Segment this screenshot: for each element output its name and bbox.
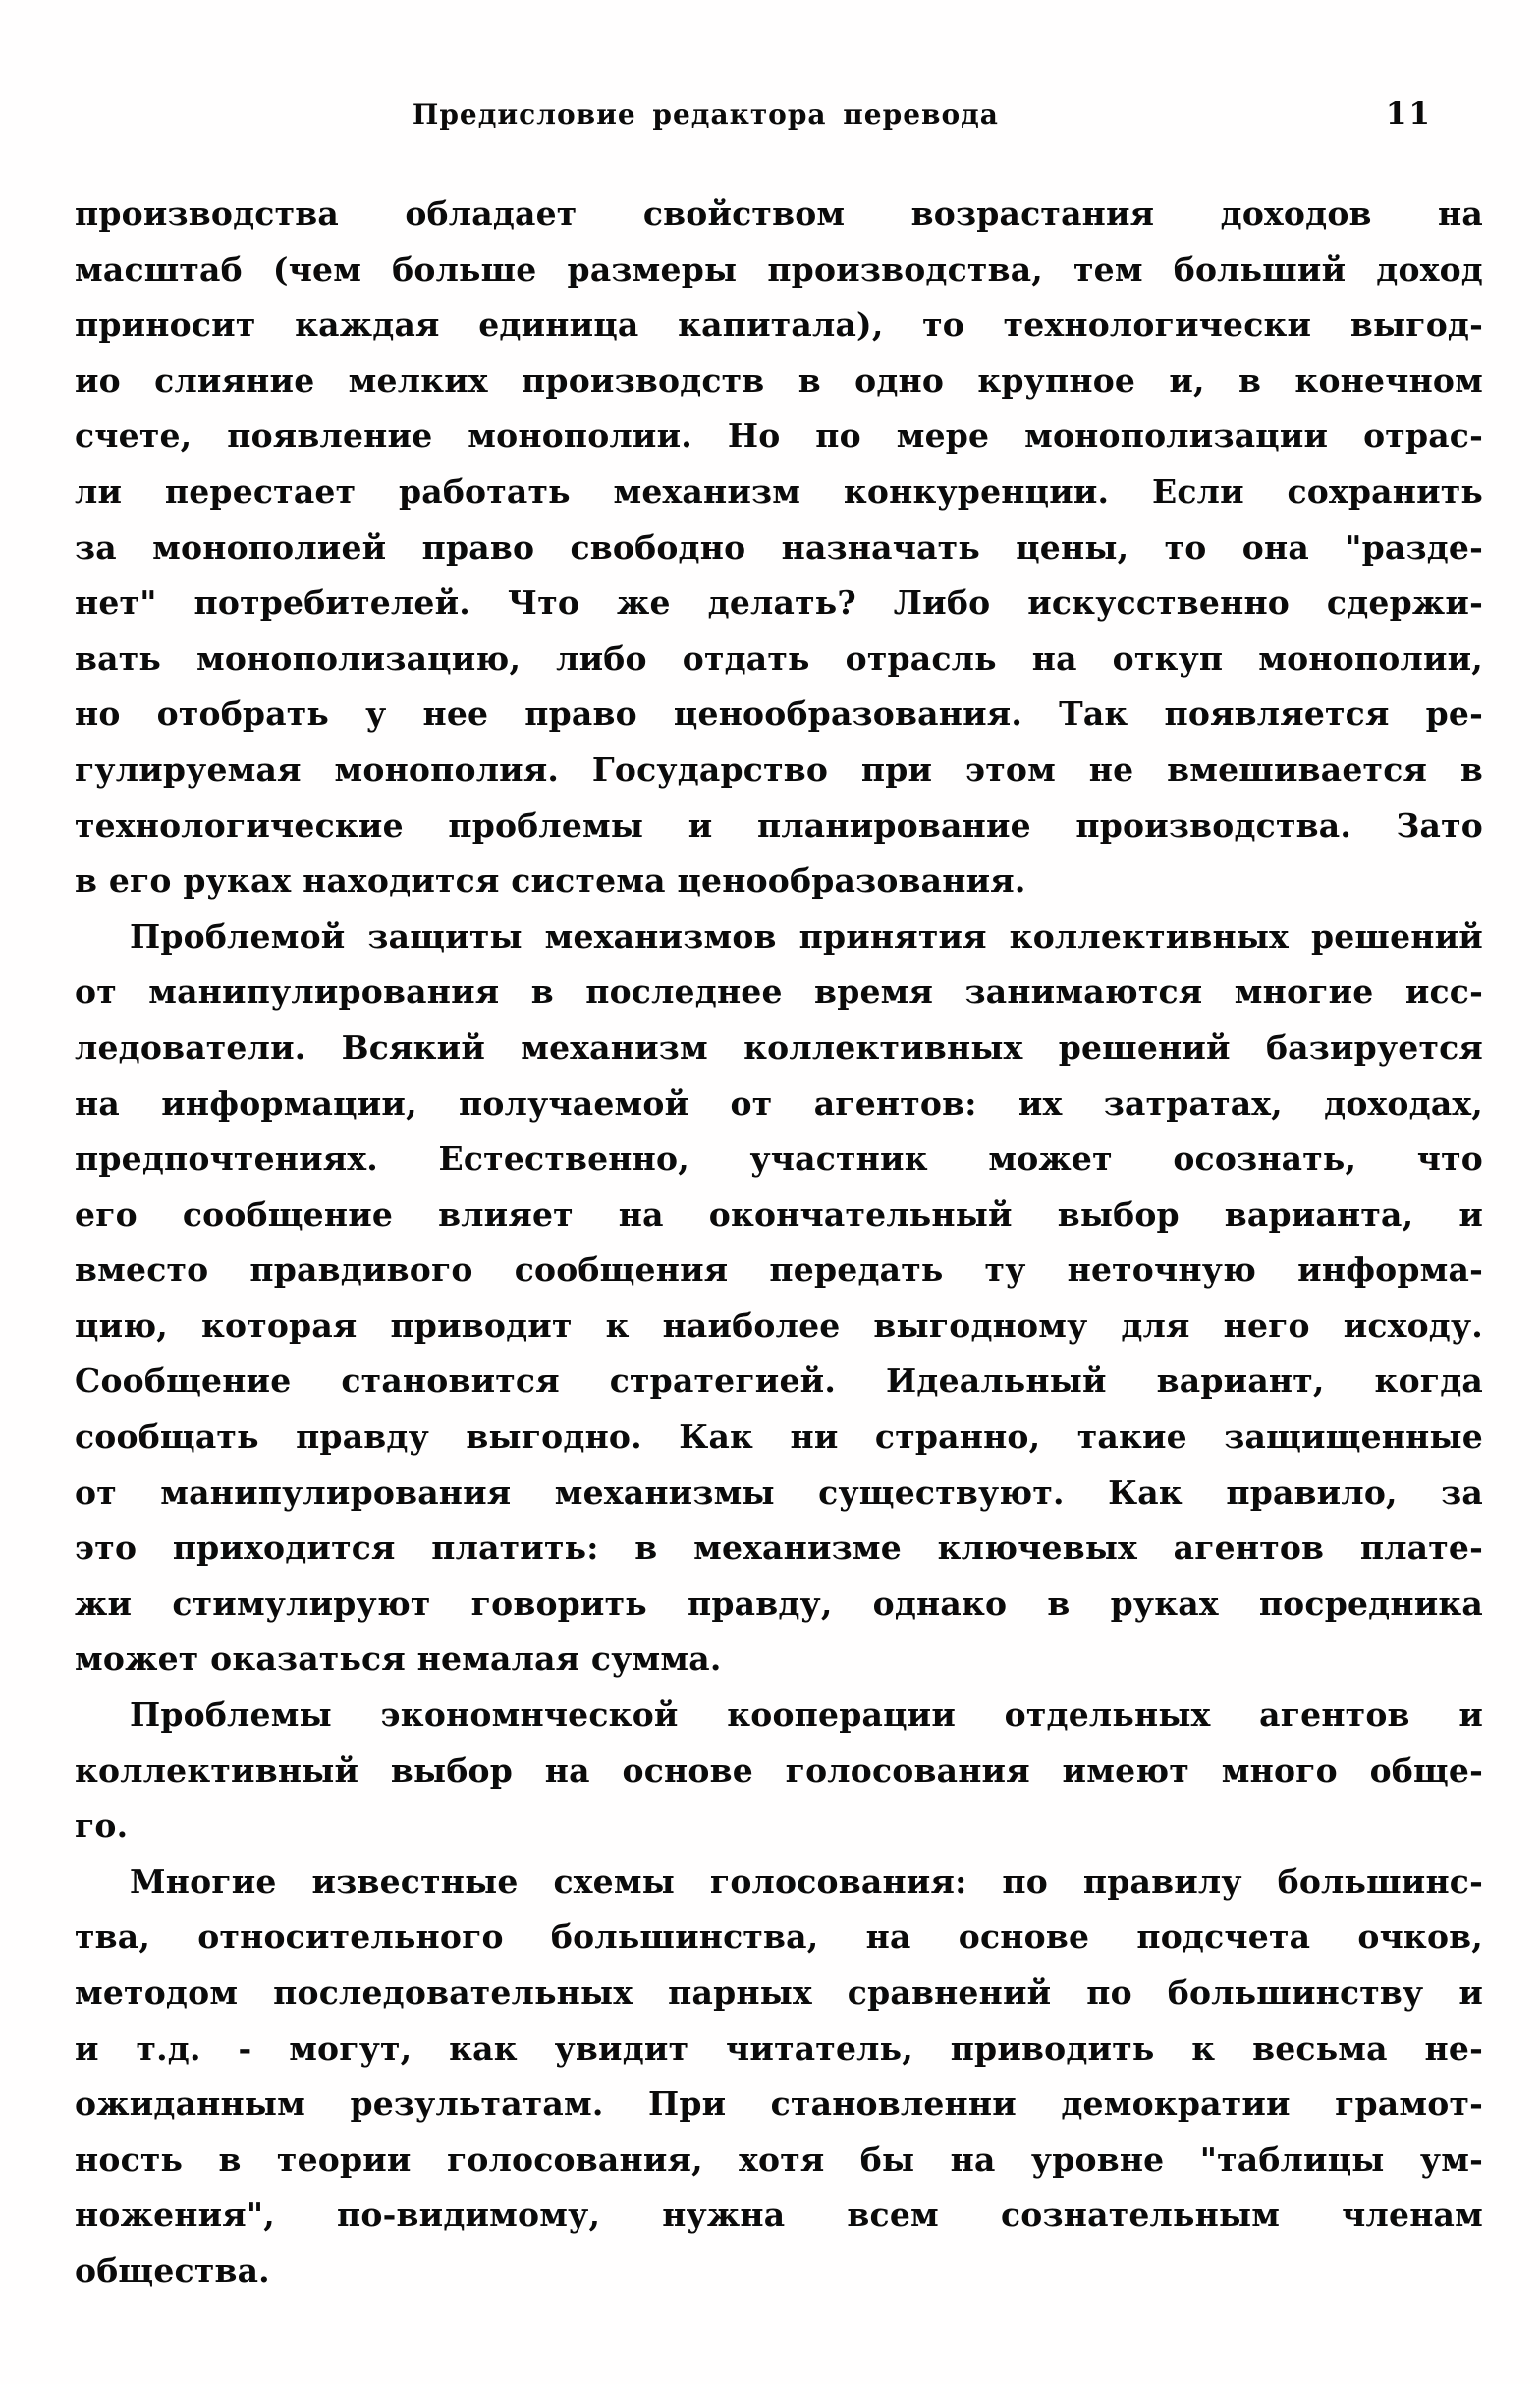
text-line: от манипулирования в последнее время занимаются многие исс- [75, 972, 1483, 1012]
text-line: его сообщение влияет на окончательный выбор варианта, и [75, 1194, 1483, 1234]
text-line: и т.д. - могут, как увидит читатель, приводить к весьма не- [75, 2028, 1483, 2068]
text-line: ли перестает работать механизм конкуренции. Если сохранить [75, 471, 1483, 511]
page-number: 11 [1385, 96, 1432, 132]
text-line: методом последовательных парных сравнений по большинству и [75, 1973, 1483, 2012]
text-line: это приходится платить: в механизме ключевых агентов плате- [75, 1528, 1483, 1568]
text-line: ожиданным результатам. При становленни демократии грамот- [75, 2084, 1483, 2124]
text-line: приносит каждая единица капитала), то технологически выгод- [75, 305, 1483, 345]
page-header [75, 98, 1483, 141]
text-line: масштаб (чем больше размеры производства, тем больший доход [75, 249, 1483, 289]
text-line: цию, которая приводит к наиболее выгодному для него исходу. [75, 1305, 1483, 1345]
text-line: от манипулирования механизмы существуют. Как правило, за [75, 1472, 1483, 1512]
text-line: жи стимулируют говорить правду, однако в руках посредника [75, 1583, 1483, 1623]
text-line: за монополией право свободно назначать цены, то она "разде- [75, 527, 1483, 567]
text-line: может оказаться немалая сумма. [75, 1639, 722, 1679]
text-line: Многие известные схемы голосования: по правилу большинс- [130, 1861, 1483, 1901]
text-line: но отобрать у нее право ценообразования. Так появляется ре- [75, 694, 1483, 734]
text-line: сообщать правду выгодно. Как ни странно, такие защищенные [75, 1417, 1483, 1457]
text-line: коллективный выбор на основе голосования имеют много обще- [75, 1750, 1483, 1790]
text-line: тва, относительного большинства, на основе подсчета очков, [75, 1917, 1483, 1957]
text-line: нет" потребителей. Что же делать? Либо искусственно сдержи- [75, 583, 1483, 623]
text-line: ледователи. Всякий механизм коллективных решений базируется [75, 1027, 1483, 1067]
text-line: ножения", по-видимому, нужна всем сознательным членам [75, 2195, 1483, 2235]
page-body [75, 187, 1483, 2300]
text-line: предпочтениях. Естественно, участник может осознать, что [75, 1139, 1483, 1179]
text-line: технологические проблемы и планирование производства. Зато [75, 805, 1483, 845]
text-line: Проблемы экономнческой кооперации отдельных агентов и [130, 1695, 1483, 1735]
text-line: Проблемой защиты механизмов принятия коллективных решений [130, 916, 1483, 956]
text-line: ио слияние мелких производств в одно крупное и, в конечном [75, 360, 1483, 400]
text-line: го. [75, 1806, 129, 1846]
text-line: производства обладает свойством возрастания доходов на [75, 194, 1483, 233]
text-line: общества. [75, 2250, 270, 2290]
text-line: гулируемая монополия. Государство при этом не вмешивается в [75, 749, 1483, 789]
text-line: вать монополизацию, либо отдать отрасль на откуп монополии, [75, 638, 1483, 678]
text-line: Сообщение становится стратегией. Идеальный вариант, когда [75, 1361, 1483, 1401]
text-line: на информации, получаемой от агентов: их затратах, доходах, [75, 1083, 1483, 1123]
text-line: вместо правдивого сообщения передать ту неточную информа- [75, 1250, 1483, 1290]
running-head: Предисловие редактора перевода [412, 98, 999, 131]
text-line: в его руках находится система ценообразования. [75, 861, 1026, 901]
text-line: ность в теории голосования, хотя бы на уровне "таблицы ум- [75, 2139, 1483, 2179]
text-line: счете, появление монополии. Но по мере монополизации отрас- [75, 416, 1483, 456]
